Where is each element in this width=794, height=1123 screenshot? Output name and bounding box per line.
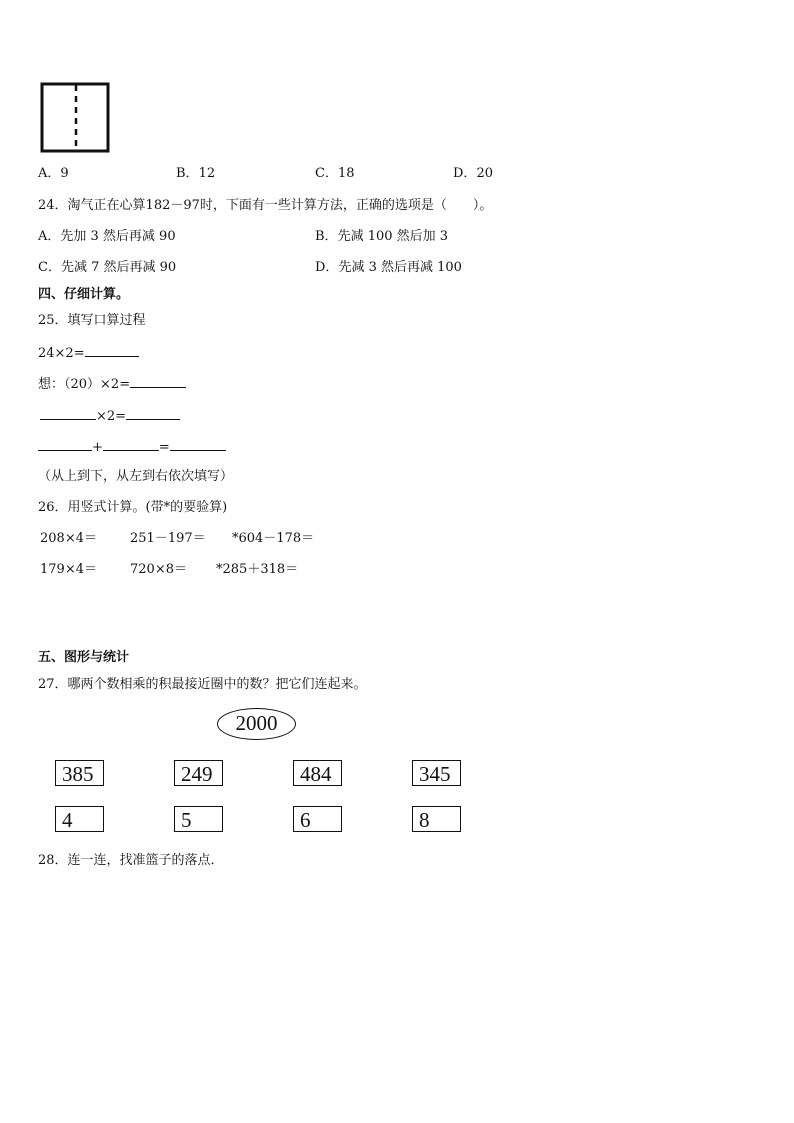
q25-line3: ×2= (40, 407, 180, 425)
answer-blank[interactable] (40, 407, 96, 420)
q25-note: （从上到下，从左到右依次填写） (38, 469, 234, 484)
answer-blank[interactable] (103, 438, 159, 451)
answer-blank[interactable] (38, 438, 92, 451)
factor-box[interactable]: 345 (412, 760, 461, 786)
q25-line2: 想：（20）×2= (38, 375, 186, 393)
target-number-oval[interactable]: 2000 (217, 708, 296, 740)
q26-problem: 179×4＝ (40, 562, 97, 577)
q26-problem: 720×8＝ (130, 562, 187, 577)
q26-stem: 26．用竖式计算。(带*的要验算) (38, 500, 228, 515)
q26-problem: *604－178＝ (232, 531, 315, 546)
q28-stem: 28．连一连，找准篮子的落点． (38, 853, 224, 868)
q24-option-c: C．先减 7 然后再减 90 (38, 260, 177, 275)
answer-blank[interactable] (170, 438, 226, 451)
factor-box[interactable]: 484 (293, 760, 342, 786)
q23-option-d: D．20 (453, 166, 493, 181)
factor-box[interactable]: 4 (55, 806, 104, 832)
section-4-title: 四、仔细计算。 (38, 287, 130, 302)
q23-option-c: C．18 (315, 166, 355, 181)
q26-problem: 208×4＝ (40, 531, 97, 546)
section-5-title: 五、图形与统计 (38, 650, 130, 665)
q24-option-d: D．先减 3 然后再减 100 (315, 260, 462, 275)
q27-stem: 27．哪两个数相乘的积最接近圈中的数？把它们连起来。 (38, 677, 367, 692)
answer-blank[interactable] (85, 344, 139, 357)
factor-box[interactable]: 5 (174, 806, 223, 832)
q23-option-b: B．12 (176, 166, 216, 181)
q23-option-a: A．9 (38, 166, 69, 181)
q25-stem: 25．填写口算过程 (38, 313, 146, 328)
q24-option-b: B．先减 100 然后加 3 (315, 229, 449, 244)
answer-blank[interactable] (130, 375, 186, 388)
factor-box[interactable]: 6 (293, 806, 342, 832)
q26-problem: 251－197＝ (130, 531, 206, 546)
q25-line4: + = (38, 438, 226, 456)
q24-option-a: A．先加 3 然后再减 90 (38, 229, 176, 244)
q26-problem: *285＋318＝ (216, 562, 299, 577)
factor-box[interactable]: 249 (174, 760, 223, 786)
factor-box[interactable]: 385 (55, 760, 104, 786)
q25-line1: 24×2= (38, 344, 139, 362)
answer-blank[interactable] (126, 407, 180, 420)
q24-stem: 24．淘气正在心算182－97时，下面有一些计算方法，正确的选项是（ ）。 (38, 198, 493, 213)
folded-rectangle-figure (40, 82, 112, 154)
factor-box[interactable]: 8 (412, 806, 461, 832)
